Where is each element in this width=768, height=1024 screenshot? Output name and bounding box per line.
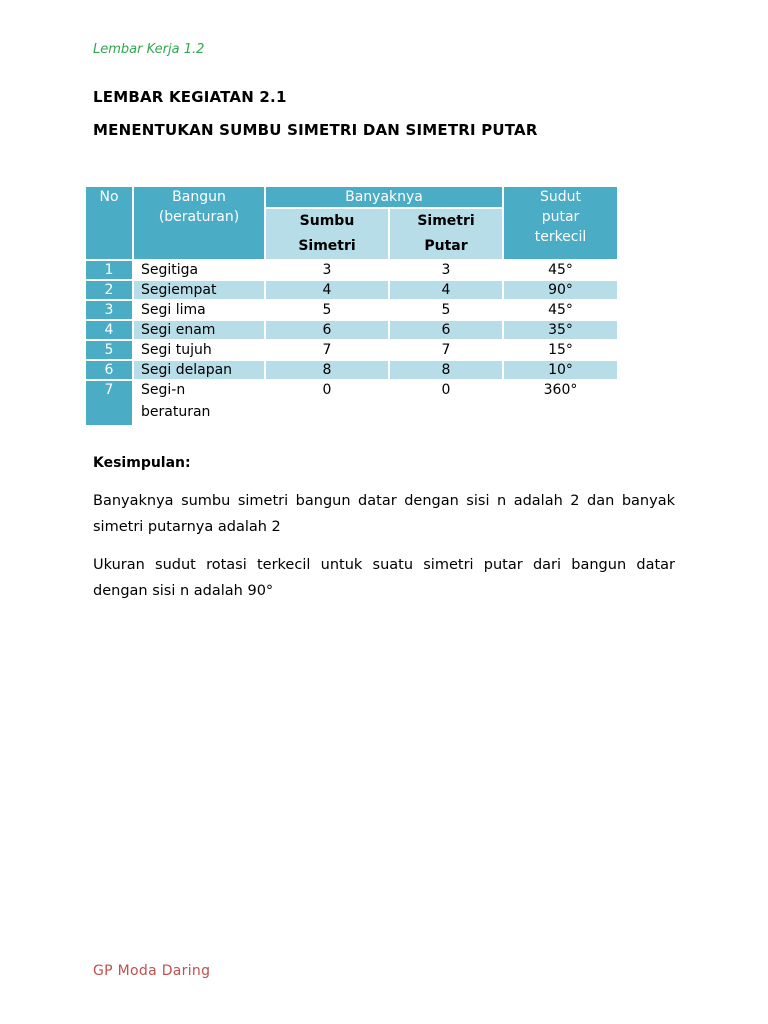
row-putar: 7 (390, 341, 504, 361)
row-no: 1 (86, 261, 134, 281)
row-bangun: Segi tujuh (134, 341, 266, 361)
row-bangun: Segi lima (134, 301, 266, 321)
table-row (86, 341, 619, 361)
row-sumbu: 0 (266, 381, 390, 427)
row-bangun: Segiempat (134, 281, 266, 301)
row-sudut: 15° (504, 341, 619, 361)
header-sudut: Sudut putar terkecil (504, 187, 619, 261)
row-bangun: Segitiga (134, 261, 266, 281)
row-sudut: 90° (504, 281, 619, 301)
table-row (86, 301, 619, 321)
row-sumbu: 8 (266, 361, 390, 381)
row-sumbu: 7 (266, 341, 390, 361)
header-banyaknya: Banyaknya (266, 187, 504, 209)
row-putar: 4 (390, 281, 504, 301)
row-putar: 3 (390, 261, 504, 281)
footer-label: GP Moda Daring (93, 963, 211, 979)
row-bangun: Segi enam (134, 321, 266, 341)
row-sumbu: 3 (266, 261, 390, 281)
conclusion-paragraph-1: Banyaknya sumbu simetri bangun datar dengan sisi n adalah 2 dan banyak simetri putarnya adalah 2 (93, 493, 675, 535)
conclusion-paragraph-2: Ukuran sudut rotasi terkecil untuk suatu simetri putar dari bangun datar dengan sisi n adalah 90° (93, 557, 675, 599)
row-no: 4 (86, 321, 134, 341)
header-no: No (86, 187, 134, 261)
row-putar: 0 (390, 381, 504, 427)
table-row (86, 321, 619, 341)
table-row (86, 381, 619, 427)
symmetry-table (86, 187, 619, 427)
header-simetri-putar: Simetri Putar (390, 209, 504, 261)
row-no: 2 (86, 281, 134, 301)
row-sudut: 360° (504, 381, 619, 427)
row-sumbu: 6 (266, 321, 390, 341)
row-sudut: 10° (504, 361, 619, 381)
header-bangun: Bangun (beraturan) (134, 187, 266, 261)
row-no: 7 (86, 381, 134, 427)
activity-subtitle: MENENTUKAN SUMBU SIMETRI DAN SIMETRI PUTAR (93, 121, 538, 139)
conclusion-label: Kesimpulan: (93, 455, 191, 471)
table-row (86, 261, 619, 281)
header-note: Lembar Kerja 1.2 (93, 42, 205, 57)
row-sudut: 45° (504, 301, 619, 321)
row-sumbu: 5 (266, 301, 390, 321)
row-no: 3 (86, 301, 134, 321)
row-no: 6 (86, 361, 134, 381)
row-putar: 8 (390, 361, 504, 381)
row-putar: 5 (390, 301, 504, 321)
table-row (86, 361, 619, 381)
row-bangun: Segi-n beraturan (134, 381, 266, 427)
header-sumbu-simetri: Sumbu Simetri (266, 209, 390, 261)
row-sumbu: 4 (266, 281, 390, 301)
row-bangun: Segi delapan (134, 361, 266, 381)
row-putar: 6 (390, 321, 504, 341)
row-sudut: 35° (504, 321, 619, 341)
row-no: 5 (86, 341, 134, 361)
activity-title: LEMBAR KEGIATAN 2.1 (93, 88, 287, 106)
table-row (86, 281, 619, 301)
row-sudut: 45° (504, 261, 619, 281)
